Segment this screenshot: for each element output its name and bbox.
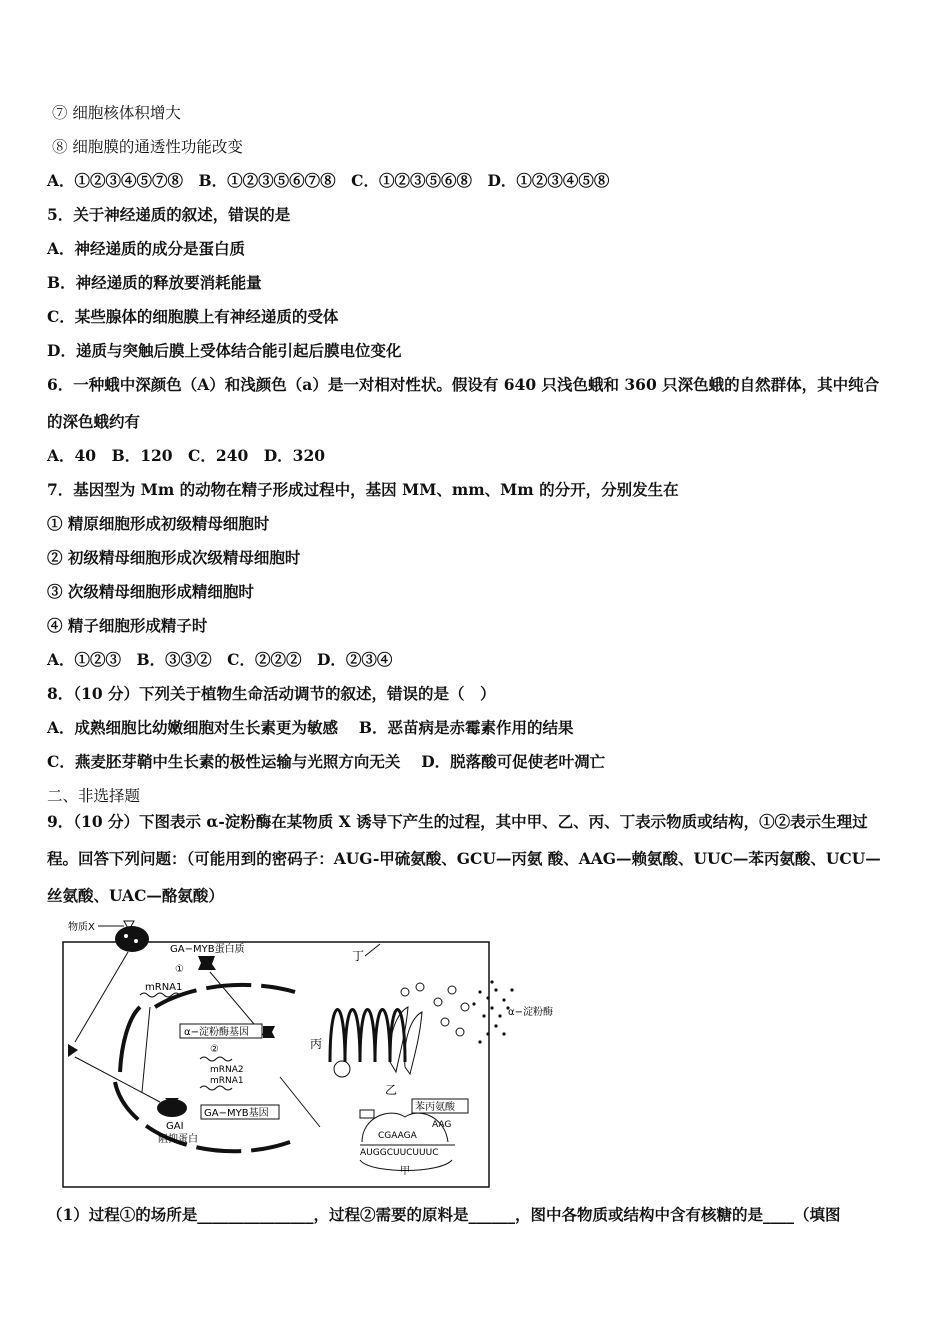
- repressor-label: 阻抑蛋白: [158, 1134, 198, 1145]
- text-line: ⑧ 细胞膜的通透性功能改变: [52, 138, 243, 156]
- text-line: ⑦ 细胞核体积增大: [52, 104, 181, 122]
- mrna1-bottom-label: mRNA1: [210, 1076, 244, 1086]
- amylase-gene-label: α−淀粉酶基因: [184, 1027, 249, 1038]
- option-b: B．神经递质的释放要消耗能量: [47, 273, 262, 292]
- text-line: ④ 精子细胞形成精子时: [47, 616, 208, 635]
- text-line: ① 精原细胞形成初级精母细胞时: [47, 514, 270, 533]
- gai-label: GAI: [166, 1121, 184, 1132]
- bing-label: 丙: [310, 1037, 323, 1051]
- question-5: 5．关于神经递质的叙述，错误的是: [47, 205, 291, 224]
- question-7: 7．基因型为 Mm 的动物在精子形成过程中，基因 MM、mm、Mm 的分开，分别发生在: [47, 480, 679, 499]
- step-1-label: ①: [175, 964, 184, 975]
- amylase-induction-figure: [60, 912, 600, 1197]
- question-9-cont: 程。回答下列问题：（可能用到的密码子：AUG-甲硫氨酸、GCU—丙氨 酸、AAG—赖氨酸、UUC—苯丙氨酸、UCU—: [47, 849, 881, 868]
- options-ab: A．成熟细胞比幼嫩细胞对生长素更为敏感 B．恶苗病是赤霉素作用的结果: [47, 718, 574, 737]
- question-9-cont: 丝氨酸、UAC—酪氨酸）: [47, 886, 224, 905]
- question-6-cont: 的深色蛾约有: [47, 412, 141, 431]
- section-heading: 二、非选择题: [47, 787, 141, 805]
- option-a: A．神经递质的成分是蛋白质: [47, 239, 246, 258]
- mrna2-label: mRNA2: [210, 1065, 244, 1075]
- ding-label: 丁: [352, 949, 365, 963]
- question-9-part-1: （1）过程①的场所是_______________，过程②需要的原料是______，图中各物质或结构中含有核糖的是____（填图: [47, 1205, 841, 1224]
- anticodon-label: CGAAGA: [378, 1131, 417, 1141]
- phenylalanine-label: 苯丙氨酸: [415, 1102, 455, 1113]
- answer-options: A．①②③ B．③③② C．②②② D．②③④: [47, 650, 393, 669]
- ga-myb-protein-label: GA−MYB蛋白质: [170, 944, 245, 955]
- substance-x-label: 物质X: [68, 922, 95, 933]
- text-line: ③ 次级精母细胞形成精细胞时: [47, 582, 254, 601]
- answer-options: A．40 B．120 C．240 D．320: [47, 446, 326, 465]
- question-8: 8．（10 分）下列关于植物生命活动调节的叙述，错误的是（ ）: [47, 684, 496, 703]
- option-d: D．递质与突触后膜上受体结合能引起后膜电位变化: [47, 341, 402, 360]
- aag-label: AAG: [432, 1120, 452, 1130]
- text-line: ② 初级精母细胞形成次级精母细胞时: [47, 548, 301, 567]
- question-9: 9．（10 分）下图表示 α-淀粉酶在某物质 X 诱导下产生的过程，其中甲、乙、丙、丁表示物质或结构，①②表示生理过: [47, 812, 868, 831]
- receptor-shape: [115, 926, 149, 952]
- ga-myb-gene-label: GA−MYB基因: [204, 1108, 269, 1119]
- question-6: 6．一种蛾中深颜色（A）和浅颜色（a）是一对相对性状。假设有 640 只浅色蛾和 360 只深色蛾的自然群体，其中纯合: [47, 375, 880, 394]
- step-2-label: ②: [210, 1044, 219, 1055]
- options-cd: C．燕麦胚芽鞘中生长素的极性运输与光照方向无关 D．脱落酸可促使老叶凋亡: [47, 752, 606, 771]
- mrna-sequence-label: AUGGCUUCUUUC: [360, 1148, 439, 1158]
- mrna1-top-label: mRNA1: [145, 982, 183, 993]
- alpha-amylase-label: α−淀粉酶: [508, 1007, 553, 1018]
- jia-label: 甲: [400, 1166, 410, 1177]
- option-c: C．某些腺体的细胞膜上有神经递质的受体: [47, 307, 339, 326]
- yi-label: 乙: [385, 1083, 398, 1097]
- answer-options: A．①②③④⑤⑦⑧ B．①②③⑤⑥⑦⑧ C．①②③⑤⑥⑧ D．①②③④⑤⑧: [47, 171, 610, 190]
